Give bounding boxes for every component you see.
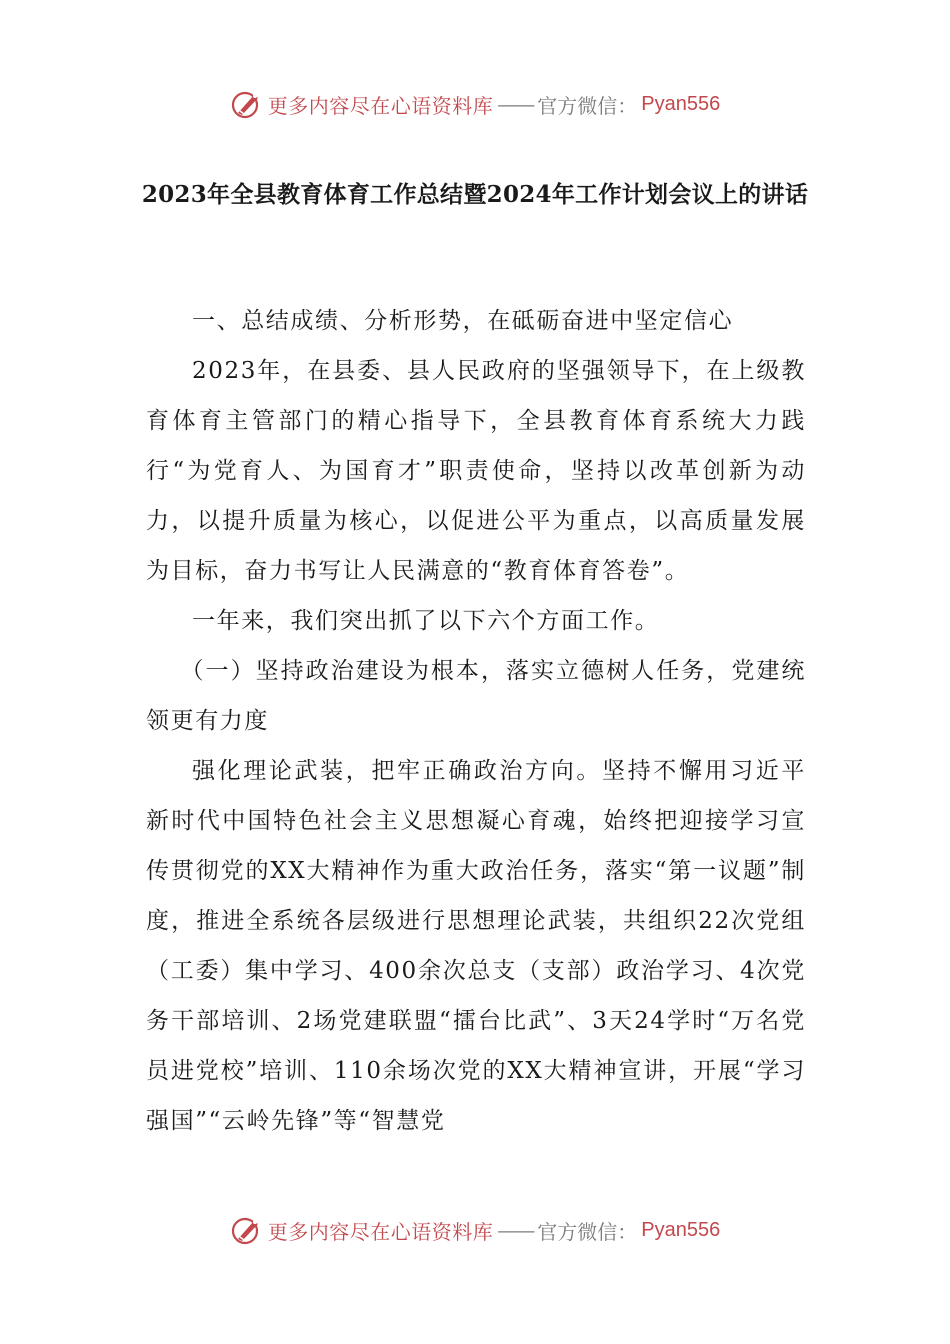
section-heading: 一、总结成绩、分析形势，在砥砺奋进中坚定信心 (192, 308, 734, 334)
footer-watermark-banner (0, 1208, 950, 1252)
watermark-official-label: 官方微信： (537, 1219, 638, 1244)
header-watermark-banner (0, 82, 950, 126)
body-paragraph: 2023年，在县委、县人民政府的坚强领导下，在上级教育体育主管部门的精心指导下，全县教育体育系统大力践行“为党育人、为国育才”职责使命，坚持以改革创新为动力，以提升质量为核心，以促进公平为重点，以高质量发展为目标，奋力书写让人民满意的“教育体育答卷”。 (146, 358, 806, 584)
body-paragraph: 强化理论武装，把牢正确政治方向。坚持不懈用习近平新时代中国特色社会主义思想凝心育魂，始终把迎接学习宣传贯彻党的XX大精神作为重大政治任务，落实“第一议题”制度，推进全系统各层级进行思想理论武装，共组织22次党组（工委）集中学习、400余次总支（支部）政治学习、4次党务干部培训、2场党建联盟“擂台比武”、3天24学时“万名党员进党校”培训、110余场次党的XX大精神宣讲，开展“学习强国”“云岭先锋”等“智慧党 (146, 758, 806, 1134)
pen-nib-circle-icon (230, 87, 264, 121)
document-title: 2023年全县教育体育工作总结暨2024年工作计划会议上的讲话 (141, 181, 809, 208)
subsection-heading: （一）坚持政治建设为根本，落实立德树人任务，党建统领更有力度 (146, 658, 806, 734)
watermark-separator: —— (497, 1218, 534, 1242)
watermark-wechat-id: Pyan556 (641, 92, 721, 115)
watermark-brand-text: 更多内容尽在心语资料库 (267, 93, 494, 118)
document-body (146, 296, 806, 1146)
watermark-separator: —— (497, 92, 534, 116)
watermark-wechat-id: Pyan556 (641, 1218, 721, 1241)
pen-nib-circle-icon (230, 1213, 264, 1247)
body-paragraph: 一年来，我们突出抓了以下六个方面工作。 (192, 608, 660, 634)
watermark-official-label: 官方微信： (537, 93, 638, 118)
watermark-brand-text: 更多内容尽在心语资料库 (267, 1219, 494, 1244)
